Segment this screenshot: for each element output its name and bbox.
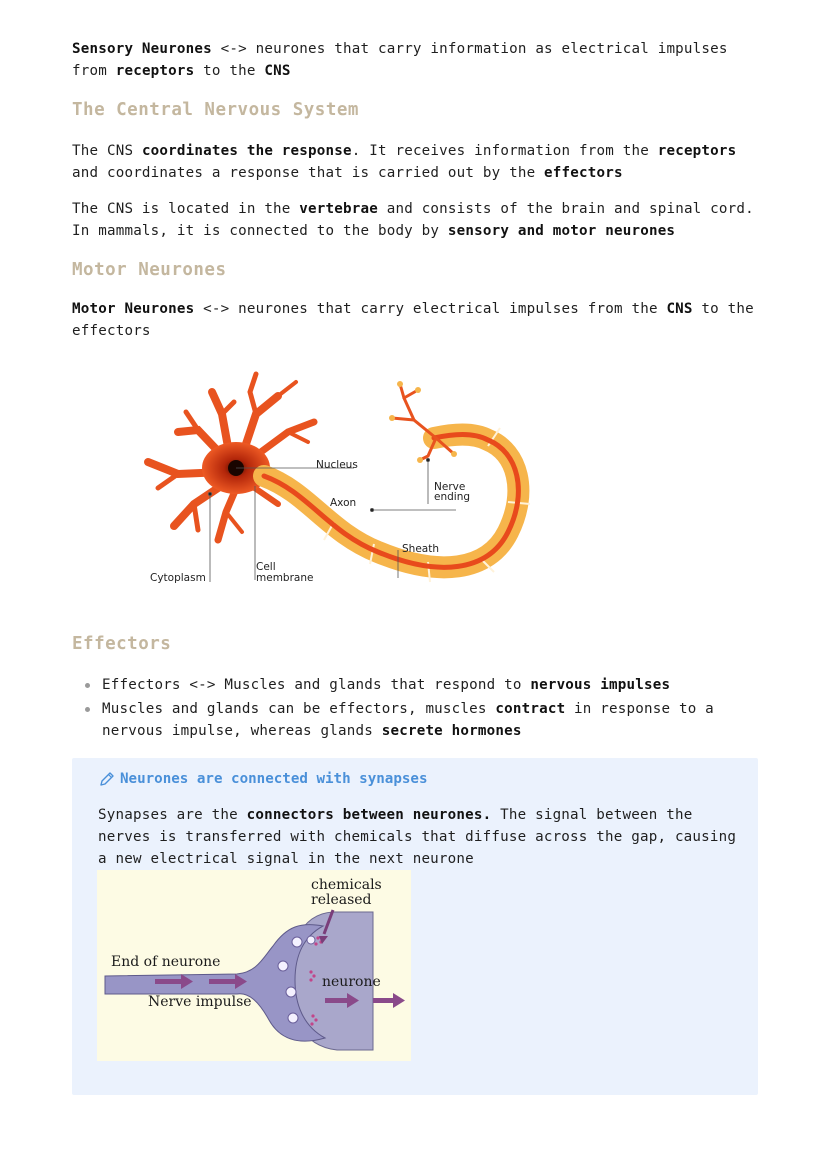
synapse-callout	[72, 758, 758, 1095]
effectors-heading: Effectors	[72, 634, 172, 654]
label-end-of-neurone: End of neurone	[111, 954, 221, 970]
label-axon: Axon	[330, 497, 357, 509]
label-ending: ending	[434, 491, 471, 503]
label-cell: Cell	[256, 561, 276, 573]
label-cytoplasm: Cytoplasm	[150, 572, 206, 584]
nerve-ending-tips	[389, 381, 457, 463]
callout-paragraph: Synapses are the connectors between neurones. The signal between the nerves is transferred with chemicals that diffuse across the gap, causing a new electrical signal in the next neurone	[98, 807, 737, 867]
sensory-neurones-definition: Sensory Neurones <-> neurones that carry information as electrical impulses from receptors to the CNS	[72, 41, 728, 79]
label-sheath: Sheath	[402, 543, 439, 555]
cns-paragraph-2: The CNS is located in the vertebrae and consists of the brain and spinal cord. In mammals, it is connected to the body by sensory and motor neurones	[72, 201, 754, 239]
nerve-ending	[392, 384, 454, 460]
callout-title-text: Neurones are connected with synapses	[120, 771, 428, 787]
label-nucleus: Nucleus	[316, 459, 358, 471]
cns-heading: The Central Nervous System	[72, 100, 359, 120]
synapse-diagram	[97, 870, 411, 1061]
label-membrane: membrane	[256, 572, 314, 584]
list-item: Effectors <-> Muscles and glands that respond to nervous impulses	[72, 674, 742, 696]
effectors-list	[72, 674, 742, 744]
label-neurone: neurone	[322, 974, 381, 990]
list-item: Muscles and glands can be effectors, muscles contract in response to a nervous impulse, whereas glands secrete hormones	[72, 698, 742, 742]
label-nerve-impulse: Nerve impulse	[148, 994, 252, 1010]
motor-neurones-definition: Motor Neurones <-> neurones that carry electrical impulses from the CNS to the effectors	[72, 301, 754, 339]
callout-title	[98, 770, 428, 788]
label-nerve: Nerve	[434, 481, 466, 493]
motor-neurones-heading: Motor Neurones	[72, 260, 227, 280]
label-chemicals: chemicals	[311, 877, 382, 893]
pencil-icon	[98, 770, 116, 788]
cns-paragraph-1: The CNS coordinates the response. It receives information from the receptors and coordinates a response that is carried out by the effectors	[72, 143, 737, 181]
label-released: released	[311, 892, 372, 908]
motor-neurone-diagram	[138, 362, 548, 602]
